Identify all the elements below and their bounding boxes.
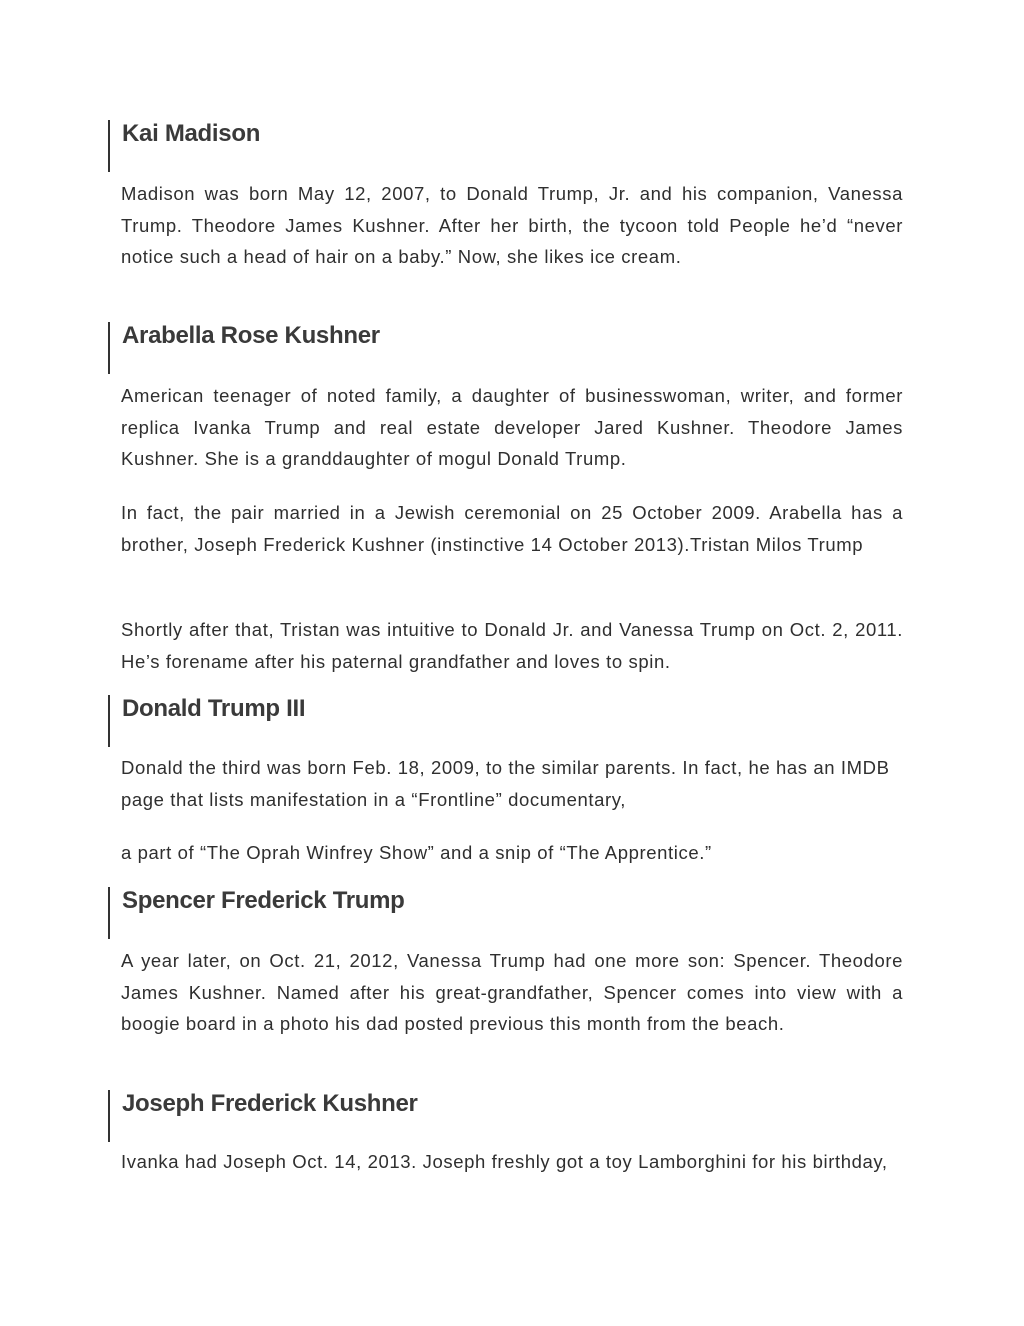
heading-text: Spencer Frederick Trump bbox=[122, 887, 405, 914]
paragraph: Ivanka had Joseph Oct. 14, 2013. Joseph freshly got a toy Lamborghini for his birthday, bbox=[121, 1151, 888, 1172]
section-heading-spencer-frederick-trump bbox=[108, 887, 405, 939]
section-heading-kai-madison bbox=[108, 120, 260, 172]
paragraph: a part of “The Oprah Winfrey Show” and a snip of “The Apprentice.” bbox=[121, 842, 712, 863]
paragraph: Donald the third was born Feb. 18, 2009, to the similar parents. In fact, he has an IMDB page that lists manifestation in a “Frontline” documentary, bbox=[121, 757, 890, 810]
section-heading-donald-trump-iii bbox=[108, 695, 305, 747]
heading-text: Donald Trump III bbox=[122, 695, 306, 722]
paragraph: American teenager of noted family, a daughter of businesswoman, writer, and former replica Ivanka Trump and real estate developer Jared Kushner. Theodore James Kushner. She is a granddaughter of mogul Donald Trump. bbox=[121, 385, 903, 469]
paragraph: In fact, the pair married in a Jewish ceremonial on 25 October 2009. Arabella has a brother, Joseph Frederick Kushner (instinctive 14 October 2013).Tristan Milos Trump bbox=[121, 502, 903, 555]
section-heading-joseph-frederick-kushner bbox=[108, 1090, 418, 1142]
paragraph: A year later, on Oct. 21, 2012, Vanessa Trump had one more son: Spencer. Theodore James Kushner. Named after his great-grandfather, Spencer comes into view with a boogie board in a photo his dad posted previous this month from the beach. bbox=[121, 950, 903, 1034]
paragraph: Shortly after that, Tristan was intuitive to Donald Jr. and Vanessa Trump on Oct. 2, 2011. He’s forename after his paternal grandfather and loves to spin. bbox=[121, 619, 903, 672]
heading-text: Arabella Rose Kushner bbox=[122, 322, 380, 349]
section-heading-arabella-rose-kushner bbox=[108, 322, 380, 374]
heading-text: Kai Madison bbox=[122, 120, 261, 147]
heading-text: Joseph Frederick Kushner bbox=[122, 1090, 418, 1117]
paragraph: Madison was born May 12, 2007, to Donald Trump, Jr. and his companion, Vanessa Trump. Theodore James Kushner. After her birth, the tycoon told People he’d “never notice such a head of hair on a baby.” Now, she likes ice cream. bbox=[121, 183, 903, 267]
